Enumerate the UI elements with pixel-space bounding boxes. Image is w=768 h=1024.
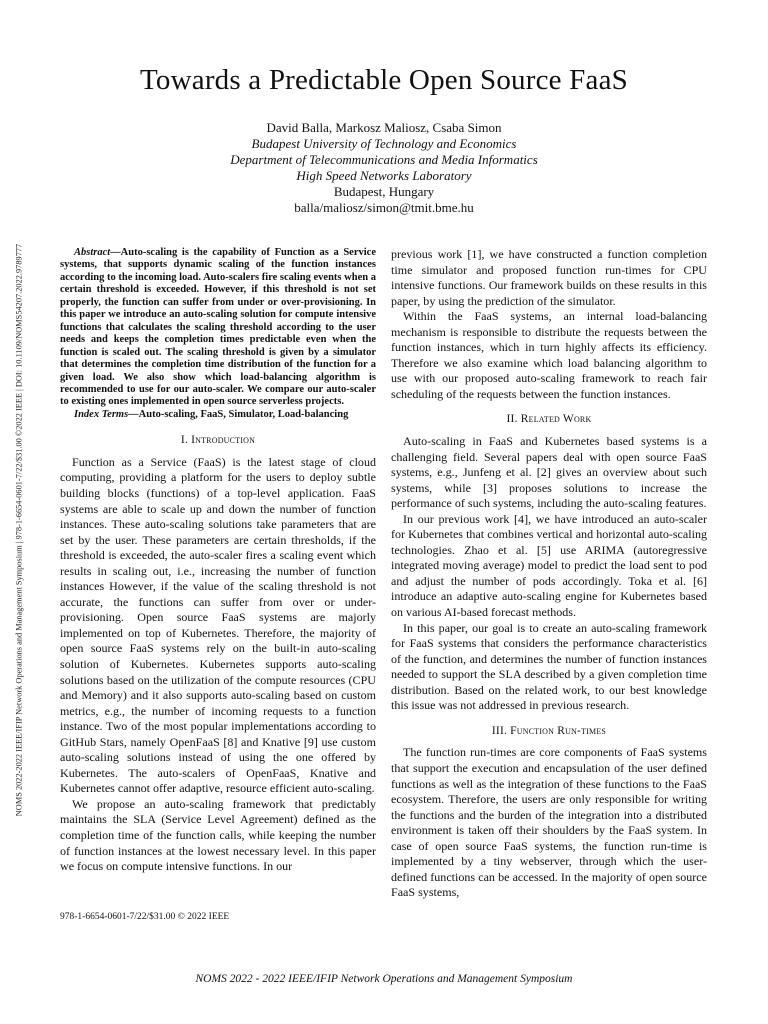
affiliation-lab: High Speed Networks Laboratory [296,168,472,183]
index-terms-lead: Index Terms [74,408,129,420]
intro-paragraph-1: Function as a Service (FaaS) is the latest stage of cloud computing, providing a platform for the users to deploy subtle building blocks (functions) of a top-level application. FaaS systems are able to scale up and down the number of function instances. These auto-scaling solutions take parameters that are set by the user. These parameters are certain thresholds, if the threshold is exceeded, the auto-scaler fires a scaling event which results in scaling out, i.e., increasing the number of function instances However, if the value of the scaling threshold is not accurate, the functions can suffer from over or under-provisioning. Open source FaaS systems are majorly implemented on top of Kubernetes. Therefore, the majority of open source FaaS systems rely on the built-in auto-scaling solution of Kubernetes. Kubernetes supports auto-scaling solutions based on the utilization of the compute resources (CPU and Memory) and it also supports auto-scaling based on custom metrics, e.g., the number of incoming requests to a function instance. Two of the most popular implementations according to GitHub Stars, namely OpenFaaS [8] and Knative [9] use custom auto-scaling solutions instead of using the one offered by Kubernetes. The auto-scalers of OpenFaaS, Knative and Kubernetes cannot offer adaptive, resource efficient auto-scaling. [60,454,376,796]
related-paragraph-2: In our previous work [4], we have introduced an auto-scaler for Kubernetes that combines vertical and horizontal auto-scaling technologies. Zhao et al. [5] use ARIMA (autoregressive integrated moving average) model to predict the load sent to pod and adjust the number of pods accordingly. Toka et al. [6] introduce an adaptive auto-scaling engine for Kubernetes based on various AI-based forecast methods. [391,511,707,620]
index-terms [60,409,376,421]
related-paragraph-3: In this paper, our goal is to create an auto-scaling framework for FaaS systems that considers the performance characteristics of the function, and determines the number of function instances needed to support the SLA described by a given completion time distribution. Based on the related work, to our best knowledge this issue was not addressed in previous research. [391,620,707,713]
right-column [391,247,707,901]
page-footer: NOMS 2022 - 2022 IEEE/IFIP Network Operations and Management Symposium [195,973,573,985]
left-column [60,247,376,875]
author-names: David Balla, Markosz Maliosz, Csaba Simon [266,120,502,135]
runtimes-paragraph-1: The function run-times are core components of FaaS systems that support the execution and encapsulation of the user defined functions as well as the integration of these functions to the FaaS ecosystem. Therefore, the users are only responsible for writing the functions and the burden of the integration into a distributed environment is taken off their shoulders by the FaaS system. In case of open source FaaS systems, the function run-time is implemented by a tiny webserver, through which the user-defined functions can be accessed. In the majority of open source FaaS systems, [391,745,707,900]
author-email: balla/maliosz/simon@tmit.bme.hu [294,200,474,215]
abstract-text: —Auto-scaling is the capability of Function as a Service systems, that supports dynamic scaling of the function instances according to the incoming load. Auto-scalers fire scaling events when a certain threshold is exceeded. However, if this threshold is not set properly, the function can suffer from under or over-provisioning. In this paper we introduce an auto-scaling solution for compute intensive functions that calculates the scaling threshold according to the user needs and keeps the completion times predictable even when the function is scaled out. The scaling threshold is given by a simulator that determines the completion time distribution of the function for a given load. We also show which load-balancing algorithm is recommended to use for our auto-scaler. We compare our auto-scaler to existing ones implemented in open source serverless projects. [60,247,376,408]
intro-paragraph-2: We propose an auto-scaling framework that predictably maintains the SLA (Service Level Agreement) defined as the completion time of the function calls, while keeping the number of function instances at the lowest necessary level. In this paper we focus on compute intensive functions. In our [60,796,376,874]
paper-title: Towards a Predictable Open Source FaaS [140,64,628,96]
abstract [60,247,376,409]
affiliation-department: Department of Telecommunications and Media Informatics [230,152,538,167]
intro-paragraph-3: previous work [1], we have constructed a function completion time simulator and proposed function run-times for CPU intensive functions. Our framework builds on these results in this paper, by using the prediction of the simulator. [391,247,707,308]
side-margin-note [9,160,29,900]
intro-paragraph-4: Within the FaaS systems, an internal load-balancing mechanism is responsible to distribute the requests between the function instances, which in turn highly affects its efficiency. Therefore we also examine which load balancing algorithm to use with our proposed auto-scaling framework to reach fair scheduling of the requests between the function instances. [391,309,707,401]
author-block [0,120,768,216]
section-heading-introduction: I. Introduction [180,434,256,447]
affiliation-university: Budapest University of Technology and Economics [251,136,517,151]
section-heading-function-runtimes: III. Function Run-times [491,724,607,737]
affiliation-city: Budapest, Hungary [333,184,435,199]
section-heading-related-work: II. Related Work [506,413,592,426]
related-paragraph-1: Auto-scaling in FaaS and Kubernetes based systems is a challenging field. Several papers deal with open source FaaS systems, e.g., Junfeng et al. [2] gives an overview about such systems, while [3] proposes solutions to increase the performance of such systems, including the auto-scaling features. [391,434,707,511]
copyright-notice: 978-1-6654-0601-7/22/$31.00 © 2022 IEEE [60,912,230,922]
side-note-text: NOMS 2022-2022 IEEE/IFIP Network Operations and Management Symposium | 978-1-6654-0601-7/22/$31.00 ©2022 IEEE | DOI: 10.1109/NOMS54207.2022.9789777 [14,243,24,817]
abstract-lead: Abstract [74,247,111,258]
index-terms-text: —Auto-scaling, FaaS, Simulator, Load-balancing [128,408,349,420]
